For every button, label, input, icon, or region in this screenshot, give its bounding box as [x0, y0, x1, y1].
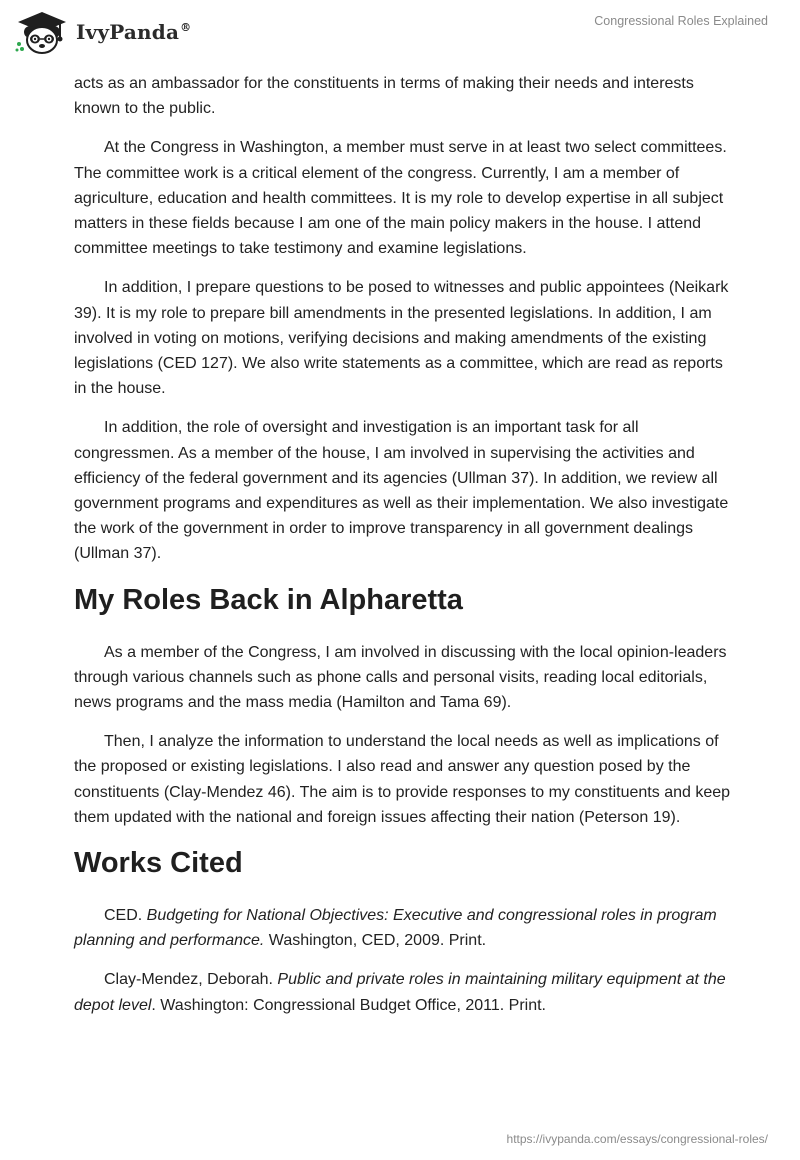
section-heading-alpharetta: My Roles Back in Alpharetta [74, 583, 463, 616]
citation-author: CED. [104, 907, 147, 925]
ivypanda-logo[interactable] [14, 8, 191, 56]
paragraph-analysis: Then, I analyze the information to understand the local needs as well as implications of the proposed or existing legislations. I also read and answer any question posed by the constituents (Clay-Mendez 46). The aim is to provide responses to my constituents and keep them updated with the national and foreign issues affecting their nation (Peterson 19). [74, 733, 731, 826]
brand-name: IvyPanda® [76, 20, 192, 44]
paragraph-questions: In addition, I prepare questions to be posed to witnesses and public appointees (Neikark 39). It is my role to prepare bill amendments in the presented legislations. In addition, I am involved in voting on motions, verifying decisions and making amendments of the existing legislations (CED 127). We also write statements as a committee, which are read as reports in the house. [74, 279, 729, 398]
paragraph-oversight: In addition, the role of oversight and investigation is an important task for all congressmen. As a member of the house, I am involved in supervising the activities and efficiency of the federal government and its agencies (Ullman 37). In addition, we review all government programs and expenditures as well as their implementation. We also investigate the work of the government in order to improve transparency in all government dealings (Ullman 37). [74, 419, 729, 563]
citation-author: Clay-Mendez, Deborah. [104, 971, 278, 989]
citation-item [74, 967, 734, 1017]
section-heading-works-cited: Works Cited [74, 847, 243, 880]
document-title: Congressional Roles Explained [594, 14, 768, 28]
paragraph-committees: At the Congress in Washington, a member must serve in at least two select committees. The committee work is a critical element of the congress. Currently, I am a member of agriculture, education and health committees. It is my role to develop expertise in all subject matters in these fields because I am one of the main policy makers in the house. I attend committee meetings to take testimony and examine legislations. [74, 139, 727, 258]
essay-content [74, 71, 734, 1032]
citation-publisher: Washington, CED, 2009. Print. [264, 932, 487, 950]
citation-item [74, 903, 734, 953]
source-url[interactable]: https://ivypanda.com/essays/congressional-roles/ [506, 1132, 768, 1146]
paragraph-opinion-leaders: As a member of the Congress, I am involved in discussing with the local opinion-leaders through various channels such as phone calls and personal visits, reading local editorials, news programs and the mass media (Hamilton and Tama 69). [74, 643, 727, 712]
citation-publisher: . Washington: Congressional Budget Office, 2011. Print. [151, 996, 546, 1014]
citation-title: Public and private roles in maintaining military equipment at the depot level [74, 971, 726, 1014]
page-header [0, 0, 800, 66]
panda-graduate-icon [14, 8, 70, 56]
citation-title: Budgeting for National Objectives: Executive and congressional roles in program planning and performance. [74, 907, 717, 950]
paragraph-continued: acts as an ambassador for the constituents in terms of making their needs and interests known to the public. [74, 75, 694, 118]
